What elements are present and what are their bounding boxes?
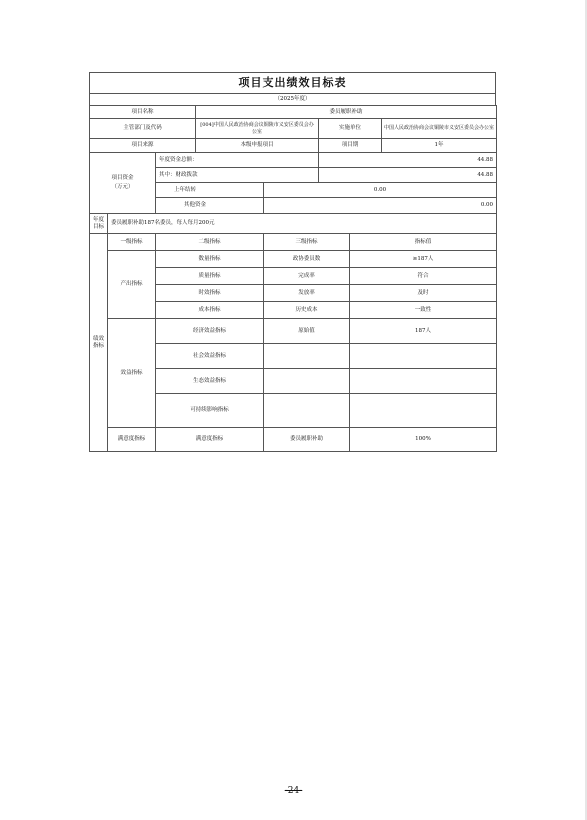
benefit-indicators-label: 效益指标 bbox=[108, 319, 156, 428]
performance-indicators-label: 绩效指标 bbox=[90, 234, 108, 452]
carry-over-value: 0.00 bbox=[264, 183, 497, 198]
other-funds-value: 0.00 bbox=[264, 198, 497, 214]
annual-goal-label: 年度目标 bbox=[90, 214, 108, 234]
output-l2: 时效指标 bbox=[156, 285, 264, 302]
carry-over-label: 上年结转 bbox=[156, 183, 264, 198]
output-value: ≥187人 bbox=[350, 251, 497, 268]
output-l2: 数量指标 bbox=[156, 251, 264, 268]
dept-value: [004]中国人民政治协商会议铜陵市义安区委员会办公室 bbox=[196, 119, 319, 139]
header-level2: 二级指标 bbox=[156, 234, 264, 251]
benefit-l3: 原始值 bbox=[264, 319, 350, 344]
header-level3: 三级指标 bbox=[264, 234, 350, 251]
benefit-value bbox=[350, 369, 497, 394]
header-level1: 一级指标 bbox=[108, 234, 156, 251]
output-l3: 完成率 bbox=[264, 268, 350, 285]
output-l3: 发放率 bbox=[264, 285, 350, 302]
project-name-label: 项目名称 bbox=[90, 106, 196, 119]
header-value: 指标值 bbox=[350, 234, 497, 251]
fiscal-funds-label: 其中：财政拨款 bbox=[156, 168, 319, 183]
benefit-l3 bbox=[264, 394, 350, 428]
impl-unit-value: 中国人民政治协商会议铜陵市义安区委员会办公室 bbox=[382, 119, 497, 139]
satisfaction-l3: 委员履职补助 bbox=[264, 428, 350, 452]
page-number: -24- bbox=[284, 786, 303, 796]
project-name-value: 委员履职补助 bbox=[196, 106, 497, 119]
fiscal-funds-value: 44.88 bbox=[319, 168, 497, 183]
benefit-l3 bbox=[264, 369, 350, 394]
benefit-l3 bbox=[264, 344, 350, 369]
impl-unit-label: 实施单位 bbox=[319, 119, 382, 139]
source-label: 项目来源 bbox=[90, 139, 196, 153]
period-label: 项目期 bbox=[319, 139, 382, 153]
main-table bbox=[89, 105, 497, 452]
benefit-l2: 生态效益指标 bbox=[156, 369, 264, 394]
annual-goal-text: 委员履职补助187名委员，每人每月200元 bbox=[108, 214, 497, 234]
period-value: 1年 bbox=[382, 139, 497, 153]
satisfaction-l2: 满意度指标 bbox=[156, 428, 264, 452]
satisfaction-indicators-label: 满意度指标 bbox=[108, 428, 156, 452]
funds-label: 项目资金 （万元） bbox=[90, 153, 156, 214]
source-value: 本级申报项目 bbox=[196, 139, 319, 153]
performance-target-table bbox=[89, 72, 496, 452]
output-l2: 质量指标 bbox=[156, 268, 264, 285]
benefit-l2: 经济效益指标 bbox=[156, 319, 264, 344]
table-subtitle: （2025年度） bbox=[89, 93, 496, 105]
dept-label: 主管部门及代码 bbox=[90, 119, 196, 139]
output-l3: 政协委员数 bbox=[264, 251, 350, 268]
output-l3: 历史成本 bbox=[264, 302, 350, 319]
output-value: 及时 bbox=[350, 285, 497, 302]
benefit-l2: 社会效益指标 bbox=[156, 344, 264, 369]
other-funds-label: 其他资金 bbox=[156, 198, 264, 214]
annual-funds-label: 年度资金总额： bbox=[156, 153, 319, 168]
table-title: 项目支出绩效目标表 bbox=[89, 72, 496, 93]
output-l2: 成本指标 bbox=[156, 302, 264, 319]
benefit-value bbox=[350, 344, 497, 369]
benefit-l2: 可持续影响指标 bbox=[156, 394, 264, 428]
output-indicators-label: 产出指标 bbox=[108, 251, 156, 319]
annual-funds-value: 44.88 bbox=[319, 153, 497, 168]
benefit-value: 187人 bbox=[350, 319, 497, 344]
benefit-value bbox=[350, 394, 497, 428]
output-value: 一致性 bbox=[350, 302, 497, 319]
satisfaction-value: 100% bbox=[350, 428, 497, 452]
output-value: 符合 bbox=[350, 268, 497, 285]
